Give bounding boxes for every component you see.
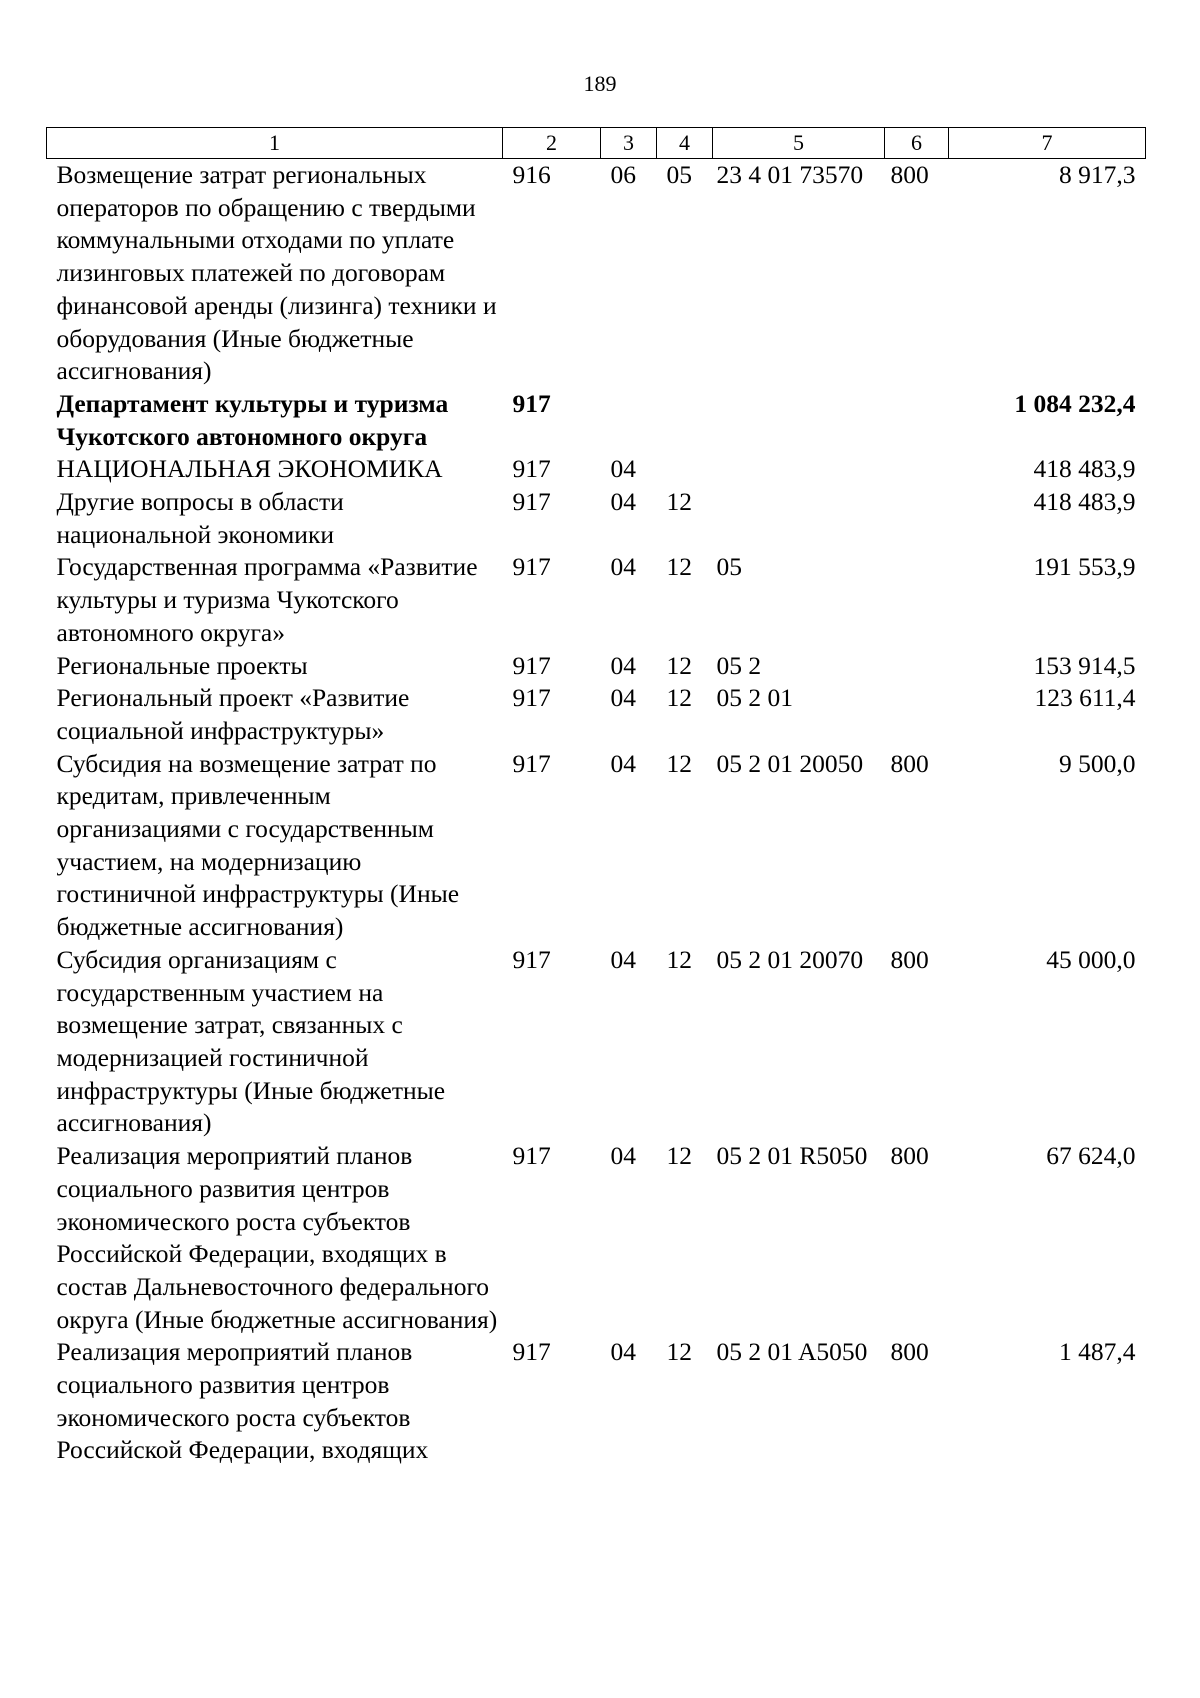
row-name: Реализация мероприятий планов социального развития центров экономического роста субъектов Российской Федерации, входящих в состав Дальневосточного федерального округа (Иные бюджетные ассигнования) — [56, 1141, 498, 1334]
row-code-col2: 917 — [512, 454, 551, 484]
column-header-1: 1 — [47, 128, 503, 159]
column-header-2: 2 — [503, 128, 601, 159]
row-code-col3: 04 — [610, 748, 636, 778]
row-amount: 153 914,5 — [1033, 650, 1136, 680]
row-code-col4: 12 — [666, 552, 692, 582]
row-amount: 418 483,9 — [1033, 487, 1136, 517]
table-row — [47, 650, 1146, 683]
row-code-col6 — [885, 682, 949, 747]
row-code-col5: 05 2 01 R5050 — [716, 1141, 868, 1171]
row-code-col3: 04 — [610, 683, 636, 713]
row-name: Реализация мероприятий планов социального развития центров экономического роста субъектов Российской Федерации, входящих — [56, 1337, 429, 1465]
row-code-col3: 04 — [610, 487, 636, 517]
row-code-col3: 04 — [610, 1141, 636, 1171]
row-amount: 123 611,4 — [1034, 683, 1136, 713]
table-row — [47, 1336, 1146, 1467]
row-amount: 45 000,0 — [1046, 944, 1136, 974]
budget-table — [46, 127, 1146, 1467]
row-amount: 9 500,0 — [1059, 748, 1136, 778]
row-code-col4: 12 — [666, 748, 692, 778]
row-code-col4 — [657, 453, 713, 486]
row-code-col4: 12 — [666, 944, 692, 974]
row-code-col4: 12 — [666, 683, 692, 713]
row-code-col6 — [885, 453, 949, 486]
row-code-col2: 917 — [512, 1141, 551, 1171]
row-code-col4: 12 — [666, 650, 692, 680]
row-code-col4 — [657, 388, 713, 453]
row-code-col2: 917 — [512, 388, 551, 418]
column-header-7: 7 — [949, 128, 1146, 159]
table-row — [47, 551, 1146, 649]
table-row — [47, 388, 1146, 453]
row-name: Субсидия организациям с государственным участием на возмещение затрат, связанных с модернизацией гостиничной инфраструктуры (Иные бюджетные ассигнования) — [56, 944, 446, 1138]
row-amount: 67 624,0 — [1046, 1141, 1136, 1171]
row-code-col6 — [885, 388, 949, 453]
table-body — [47, 159, 1146, 1468]
row-name: Департамент культуры и туризма Чукотского автономного округа — [56, 388, 449, 451]
row-code-col5: 05 — [716, 552, 742, 582]
column-header-5: 5 — [713, 128, 885, 159]
table-row — [47, 944, 1146, 1140]
row-code-col6: 800 — [890, 160, 929, 189]
row-name: Возмещение затрат региональных операторов по обращению с твердыми коммунальными отходами по уплате лизинговых платежей по договорам финансовой аренды (лизинга) техники и оборудования (Иные бюджетные ассигнования) — [56, 160, 497, 386]
row-code-col2: 916 — [512, 160, 551, 189]
row-code-col5 — [713, 486, 885, 551]
row-code-col6: 800 — [890, 1337, 929, 1367]
row-code-col5 — [713, 388, 885, 453]
row-code-col6: 800 — [890, 1141, 929, 1171]
row-code-col6: 800 — [890, 748, 929, 778]
row-code-col5: 23 4 01 73570 — [716, 160, 864, 189]
table-row — [47, 453, 1146, 486]
table-row — [47, 682, 1146, 747]
row-code-col3: 04 — [610, 552, 636, 582]
row-code-col5: 05 2 01 A5050 — [716, 1337, 868, 1367]
row-code-col5: 05 2 01 20050 — [716, 748, 864, 778]
table-row — [47, 486, 1146, 551]
row-code-col2: 917 — [512, 1337, 551, 1367]
row-name: НАЦИОНАЛЬНАЯ ЭКОНОМИКА — [56, 454, 443, 484]
row-code-col6: 800 — [890, 944, 929, 974]
row-amount: 1 084 232,4 — [1014, 388, 1136, 418]
row-code-col4: 12 — [666, 1337, 692, 1367]
row-code-col5: 05 2 01 — [716, 683, 793, 713]
row-code-col5 — [713, 453, 885, 486]
table-row — [47, 159, 1146, 388]
column-header-4: 4 — [657, 128, 713, 159]
row-code-col6 — [885, 551, 949, 649]
row-code-col6 — [885, 486, 949, 551]
row-code-col4: 12 — [666, 1141, 692, 1171]
row-amount: 191 553,9 — [1033, 552, 1136, 582]
row-code-col3: 04 — [610, 944, 636, 974]
row-name: Субсидия на возмещение затрат по кредитам, привлеченным организациями с государственным участием, на модернизацию гостиничной инфраструктуры (Иные бюджетные ассигнования) — [56, 748, 460, 942]
row-code-col6 — [885, 650, 949, 683]
row-code-col5: 05 2 — [716, 650, 762, 680]
row-name: Государственная программа «Развитие культуры и туризма Чукотского автономного округа» — [56, 552, 478, 647]
page-number: 189 — [583, 71, 617, 96]
row-amount: 418 483,9 — [1033, 454, 1136, 484]
row-amount: 1 487,4 — [1059, 1337, 1136, 1367]
table-row — [47, 1140, 1146, 1336]
column-number-header-row — [47, 128, 1146, 159]
row-code-col2: 917 — [512, 487, 551, 517]
column-header-6: 6 — [885, 128, 949, 159]
table-row — [47, 748, 1146, 944]
row-code-col5: 05 2 01 20070 — [716, 944, 864, 974]
row-name: Региональный проект «Развитие социальной инфраструктуры» — [56, 683, 410, 745]
row-code-col3: 04 — [610, 1337, 636, 1367]
row-code-col4: 12 — [666, 487, 692, 517]
row-code-col2: 917 — [512, 552, 551, 582]
row-name: Другие вопросы в области национальной экономики — [56, 487, 344, 549]
row-code-col2: 917 — [512, 650, 551, 680]
row-code-col2: 917 — [512, 748, 551, 778]
row-code-col2: 917 — [512, 944, 551, 974]
row-code-col3: 06 — [610, 160, 636, 189]
row-name: Региональные проекты — [56, 650, 308, 680]
row-amount: 8 917,3 — [1059, 160, 1136, 189]
row-code-col3: 04 — [610, 650, 636, 680]
row-code-col3: 04 — [610, 454, 636, 484]
row-code-col2: 917 — [512, 683, 551, 713]
row-code-col4: 05 — [666, 160, 692, 189]
row-code-col3 — [601, 388, 657, 453]
column-header-3: 3 — [601, 128, 657, 159]
